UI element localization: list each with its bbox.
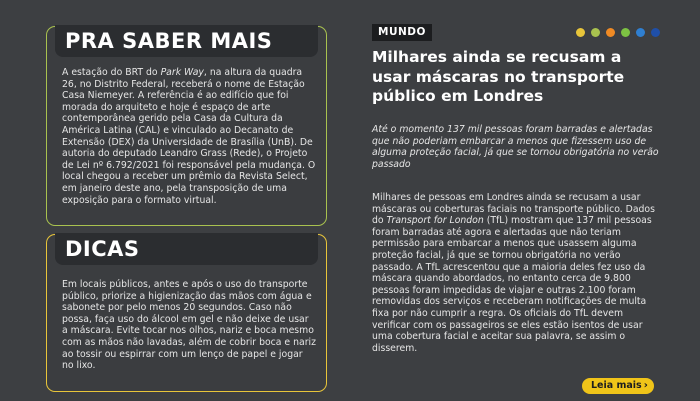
info-box-title: DICAS: [65, 237, 140, 261]
color-dots: [576, 28, 660, 38]
article-lead: Até o momento 137 mil pessoas foram barradas e alertadas que não poderiam embarcar a menos que fizessem uso de alguma proteção facial, já que se tornou obrigatória no verão passado: [372, 124, 659, 170]
info-box-text: A estação do BRT do Park Way, na altura da quadra 26, no Distrito Federal, receberá o nome de Estação Casa Niemeyer. A referência é ao edifício que foi morada do arquiteto e hoje é espaço de arte contemporânea gerido pela Casa da Cultura da América Latina (CAL) e vinculado ao Decanato de Extensão (DEX) da Universidade de Brasília (UnB). De autoria do deputado Leandro Grass (Rede), o Projeto de Lei nº 6.792/2021 foi responsável pela mudança. O local chegou a receber um prêmio da Revista Select, em janeiro deste ano, pela transposição de uma exposição para o formato virtual.: [62, 67, 316, 206]
section-tag[interactable]: MUNDO: [372, 24, 432, 41]
color-dot: [576, 28, 585, 37]
chevron-right-icon: ›: [643, 380, 648, 391]
info-box-text: Em locais públicos, antes e após o uso do transporte público, priorize a higienização das mãos com água e sabonete por pelo menos 20 segundos. Caso não possa, faça uso do álcool em gel e não deixe de usar a máscara. Evite tocar nos olhos, nariz e boca mesmo com as mãos não lavadas, além de cobrir boca e nariz ao tossir ou espirrar com um lenço de papel e jogar no lixo.: [62, 279, 316, 372]
color-dot: [636, 28, 645, 37]
article-headline[interactable]: Milhares ainda se recusam a usar máscaras no transporte público em Londres: [372, 48, 625, 105]
info-box-header: [55, 233, 318, 265]
info-box-title: PRA SABER MAIS: [65, 29, 273, 53]
article-body: Milhares de pessoas em Londres ainda se recusam a usar máscaras ou coberturas faciais no transporte público. Dados do Transport for London (TfL) mostram que 137 mil pessoas foram barradas até agora e alertadas que não teriam permissão para embarcar a menos que usassem alguma proteção facial, já que se tornou obrigatória no verão passado. A TfL acrescentou que a maioria deles fez uso da máscara quando abordados, no entanto cerca de 9.800 pessoas foram impedidas de viajar e outras 2.100 foram removidas dos serviços e receberam notificações de multa fixa por não cumprir a regra. Os oficiais do TfL devem verificar com os passageiros se eles estão isentos de usar uma cobertura facial e aceitar sua palavra, se assim o disserem.: [372, 192, 655, 354]
read-more-label: Leia mais: [591, 380, 642, 391]
color-dot: [621, 28, 630, 37]
color-dot: [591, 28, 600, 37]
info-box-header: [55, 25, 318, 57]
info-box-pra-saber-mais: [46, 26, 327, 226]
color-dot: [651, 28, 660, 37]
article: [372, 0, 672, 401]
info-box-dicas: [46, 234, 327, 392]
sidebar: [0, 0, 340, 401]
color-dot: [606, 28, 615, 37]
read-more-button[interactable]: [582, 378, 654, 394]
